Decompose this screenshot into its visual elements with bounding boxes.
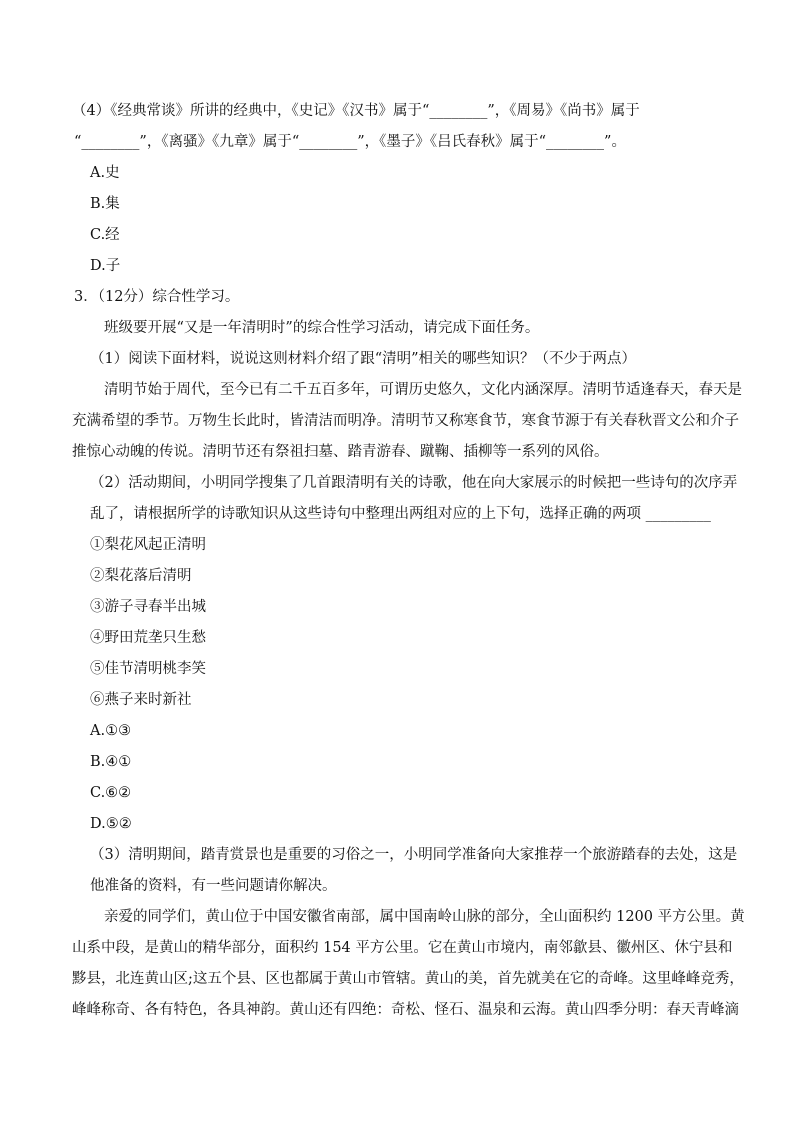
question-3-heading: 3．（12分）综合性学习。 [74, 289, 240, 305]
choice-c: C.⑥② [90, 785, 132, 801]
question-4-line-1: （4）《经典常谈》所讲的经典中，《史记》《汉书》属于“________”，《周易》《尚书》属于 [72, 103, 640, 119]
material-line-3: 推惊心动魄的传说。清明节还有祭祖扫墓、踏青游春、蹴鞠、插柳等一系列的风俗。 [72, 444, 609, 460]
passage-line-4: 峰峰称奇、各有特色，各具神韵。黄山还有四绝：奇松、怪石、温泉和云海。黄山四季分明：春天青峰滴 [72, 1002, 739, 1018]
choice-a: A.①③ [90, 723, 132, 739]
question-4-line-2: “________”，《离骚》《九章》属于“________”，《墨子》《吕氏春秋》属于“________”。 [74, 134, 626, 150]
option-a: A.史 [90, 165, 120, 181]
option-b: B.集 [90, 196, 120, 212]
passage-line-2: 山系中段，是黄山的精华部分，面积约 154 平方公里。它在黄山市境内，南邻歙县、徽州区、休宁县和 [72, 940, 733, 956]
passage-line-3: 黟县，北连黄山区;这五个县、区也都属于黄山市管辖。黄山的美，首先就美在它的奇峰。这里峰峰竞秀， [72, 971, 744, 987]
task-3-line-2: 他准备的资料，有一些问题请你解决。 [90, 878, 337, 894]
poem-line-1: ①梨花风起正清明 [90, 537, 206, 553]
option-c: C.经 [90, 227, 120, 243]
poem-line-6: ⑥燕子来时新社 [90, 692, 192, 708]
task-3-line-1: （3）清明期间，踏青赏景也是重要的习俗之一，小明同学准备向大家推荐一个旅游踏春的去处，这是 [90, 847, 738, 863]
passage-line-1: 亲爱的同学们，黄山位于中国安徽省南部，属中国南岭山脉的部分，全山面积约 1200 平方公里。黄 [104, 909, 745, 925]
task-2-line-2: 乱了，请根据所学的诗歌知识从这些诗句中整理出两组对应的上下句，选择正确的两项 _________ [90, 506, 711, 522]
task-1-prompt: （1）阅读下面材料，说说这则材料介绍了跟“清明”相关的哪些知识？（不少于两点） [90, 351, 637, 367]
material-line-2: 充满希望的季节。万物生长此时，皆清洁而明净。清明节又称寒食节，寒食节源于有关春秋晋文公和介子 [72, 413, 739, 429]
choice-b: B.④① [90, 754, 132, 770]
poem-line-2: ②梨花落后清明 [90, 568, 192, 584]
material-line-1: 清明节始于周代，至今已有二千五百多年，可谓历史悠久，文化内涵深厚。清明节适逢春天，春天是 [104, 382, 742, 398]
question-3-intro: 班级要开展“又是一年清明时”的综合性学习活动，请完成下面任务。 [104, 320, 540, 336]
poem-line-3: ③游子寻春半出城 [90, 599, 206, 615]
choice-d: D.⑤② [90, 816, 132, 832]
poem-line-4: ④野田荒垄只生愁 [90, 630, 206, 646]
poem-line-5: ⑤佳节清明桃李笑 [90, 661, 206, 677]
task-2-line-1: （2）活动期间，小明同学搜集了几首跟清明有关的诗歌，他在向大家展示的时候把一些诗句的次序弄 [90, 475, 738, 491]
option-d: D.子 [90, 258, 121, 274]
